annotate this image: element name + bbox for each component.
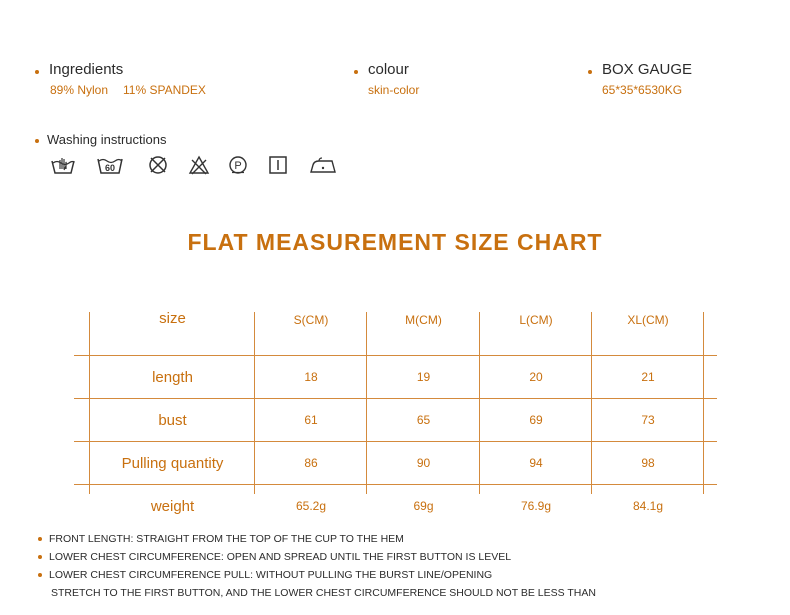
- size-chart-table: [74, 300, 717, 527]
- column-divider: [479, 312, 480, 494]
- do-not-bleach-icon: [188, 154, 210, 176]
- cell-value: 21: [592, 356, 704, 399]
- colour-value: skin-color: [368, 83, 420, 97]
- cell-value: 94: [480, 442, 592, 485]
- header-xl: XL(CM): [592, 300, 704, 356]
- bullet-dot: [354, 70, 358, 74]
- header-size: size: [90, 300, 255, 356]
- header-m: M(CM): [367, 300, 480, 356]
- bullet-dot: [38, 573, 42, 577]
- column-divider: [254, 312, 255, 494]
- note-text: FRONT LENGTH: STRAIGHT FROM THE TOP OF THE CUP TO THE HEM: [49, 533, 404, 545]
- cell-value: 84.1g: [632, 499, 664, 513]
- table-header-row: [74, 300, 717, 356]
- note-text: LOWER CHEST CIRCUMFERENCE: OPEN AND SPREAD UNTIL THE FIRST BUTTON IS LEVEL: [49, 551, 512, 563]
- cell-value: 73: [592, 399, 704, 442]
- bullet-dot: [35, 70, 39, 74]
- bullet-dot: [38, 537, 42, 541]
- washing-instructions-label: Washing instructions: [47, 132, 167, 147]
- column-divider: [591, 312, 592, 494]
- header-l: L(CM): [480, 300, 592, 356]
- low-iron-icon: [308, 154, 338, 176]
- row-label-weight: weight: [150, 497, 195, 515]
- box-gauge-label: BOX GAUGE: [602, 61, 693, 78]
- ingredient-spandex: 11% SPANDEX: [123, 83, 206, 97]
- bullet-dot: [38, 555, 42, 559]
- column-divider: [366, 312, 367, 494]
- row-label-bust: bust: [90, 399, 255, 442]
- size-chart-title: FLAT MEASUREMENT SIZE CHART: [187, 229, 603, 255]
- cell-value: 61: [255, 399, 367, 442]
- cell-value: 86: [255, 442, 367, 485]
- cell-value: 98: [592, 442, 704, 485]
- bullet-dot: [588, 70, 592, 74]
- hand-wash-icon: [50, 154, 76, 176]
- table-row: [74, 356, 717, 399]
- professional-dry-clean-p-icon: [227, 154, 249, 176]
- measurement-notes: [38, 530, 596, 602]
- table-row: [74, 485, 717, 528]
- column-divider: [89, 312, 90, 494]
- cell-value: 65.2g: [295, 499, 327, 513]
- cell-value: 20: [480, 356, 592, 399]
- note-text: STRETCH TO THE FIRST BUTTON, AND THE LOWER CHEST CIRCUMFERENCE SHOULD NOT BE LESS THAN: [51, 587, 596, 599]
- do-not-tumble-dry-icon: [147, 154, 169, 176]
- cell-value: 69g: [413, 499, 434, 513]
- table-row: [74, 399, 717, 442]
- dry-clean-letter: P: [234, 160, 242, 172]
- line-dry-icon: [267, 154, 289, 176]
- table-row: [74, 442, 717, 485]
- ingredients-label: Ingredients: [49, 61, 124, 78]
- column-divider: [703, 312, 704, 494]
- cell-value: 76.9g: [520, 499, 552, 513]
- note-continuation: [38, 584, 596, 602]
- cell-value: 19: [367, 356, 480, 399]
- cell-value: 18: [255, 356, 367, 399]
- cell-value: 65: [367, 399, 480, 442]
- note-item: [38, 548, 596, 566]
- wash-temperature: 60: [104, 163, 116, 173]
- header-s: S(CM): [255, 300, 367, 356]
- row-label-length: length: [90, 356, 255, 399]
- box-gauge-value: 65*35*6530KG: [602, 83, 683, 97]
- note-item: [38, 566, 596, 584]
- cell-value: 90: [367, 442, 480, 485]
- cell-value: 69: [480, 399, 592, 442]
- ingredient-nylon: 89% Nylon: [50, 83, 109, 97]
- bullet-dot: [35, 139, 39, 143]
- note-text: LOWER CHEST CIRCUMFERENCE PULL: WITHOUT PULLING THE BURST LINE/OPENING: [49, 569, 493, 581]
- note-item: [38, 530, 596, 548]
- wash-60-icon: [96, 154, 124, 176]
- row-label-pulling-quantity: Pulling quantity: [90, 442, 255, 485]
- colour-label: colour: [368, 61, 409, 78]
